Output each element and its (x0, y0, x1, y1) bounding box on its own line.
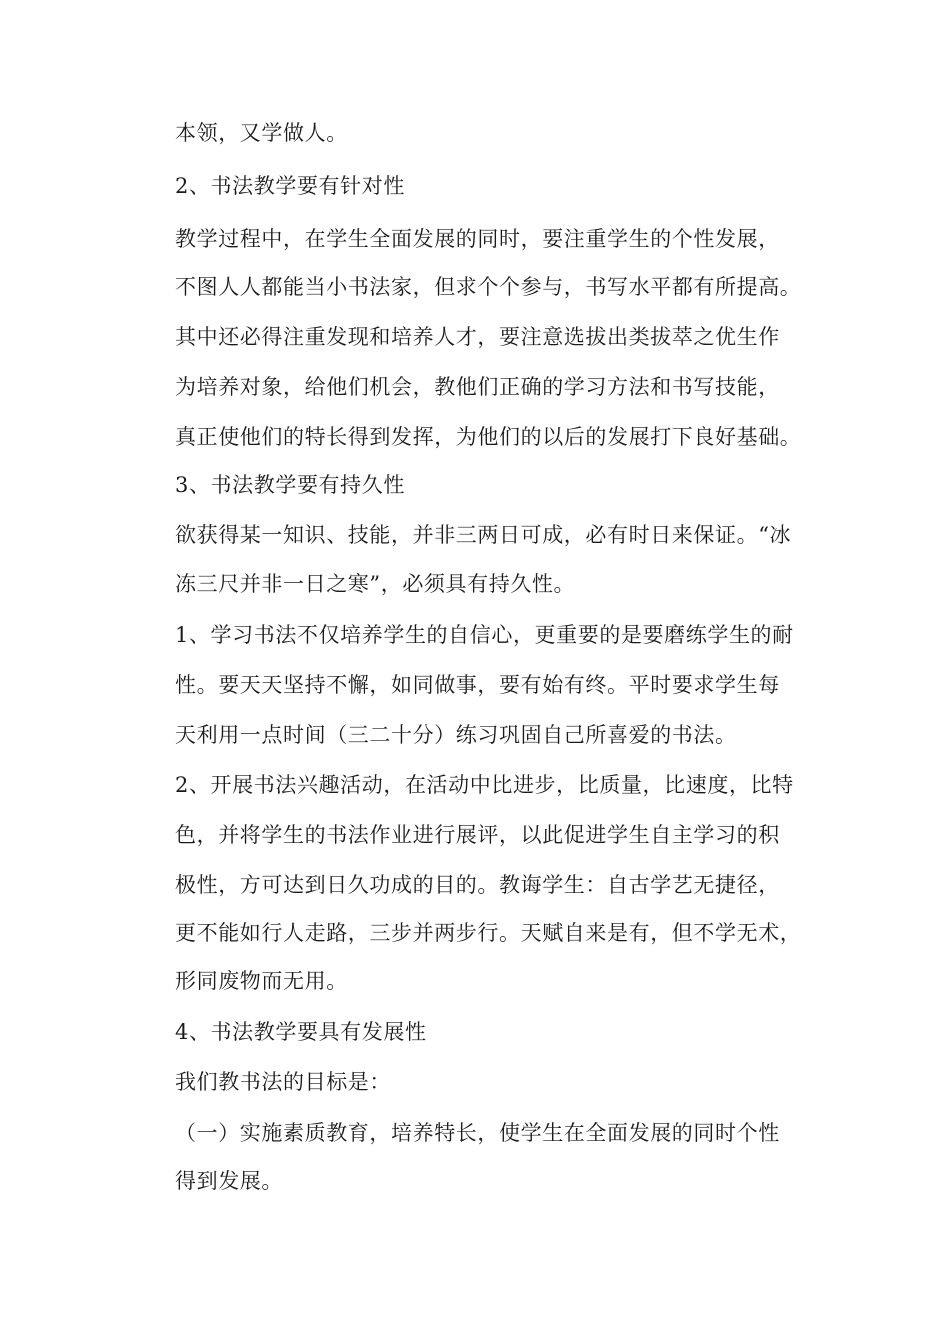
text-line: 其中还必得注重发现和培养人才，要注意选拔出类拔萃之优生作 (175, 325, 780, 349)
text-line: 真正使他们的特长得到发挥，为他们的以后的发展打下良好基础。 (175, 425, 802, 449)
section-heading: 2、书法教学要有针对性 (175, 174, 405, 198)
text-line: 更不能如行人走路，三步并两步行。天赋自来是有，但不学无术， (175, 921, 802, 945)
text-line: 我们教书法的目标是： (175, 1070, 391, 1094)
text-line: 天利用一点时间（三二十分）练习巩固自己所喜爱的书法。 (175, 723, 737, 747)
text-line: 得到发展。 (175, 1169, 283, 1193)
text-line: 欲获得某一知识、技能，并非三两日可成，必有时日来保证。“冰 (175, 523, 792, 547)
text-line: 为培养对象，给他们机会，教他们正确的学习方法和书写技能， (175, 375, 780, 399)
text-line: 形同废物而无用。 (175, 969, 348, 993)
text-line: 2、开展书法兴趣活动，在活动中比进步，比质量，比速度，比特 (175, 773, 794, 797)
text-line: 极性，方可达到日久功成的目的。教诲学生：自古学艺无捷径， (175, 873, 780, 897)
text-line: 色，并将学生的书法作业进行展评，以此促进学生自主学习的积 (175, 823, 780, 847)
text-line: 本领，又学做人。 (175, 121, 348, 145)
text-line: 1、学习书法不仅培养学生的自信心，更重要的是要磨练学生的耐 (175, 623, 794, 647)
text-line: 冻三尺并非一日之寒”，必须具有持久性。 (175, 572, 576, 596)
text-line: 性。要天天坚持不懈，如同做事，要有始有终。平时要求学生每 (175, 673, 780, 697)
text-line: 教学过程中，在学生全面发展的同时，要注重学生的个性发展， (175, 227, 780, 251)
text-line: （一）实施素质教育，培养特长，使学生在全面发展的同时个性 (175, 1121, 780, 1145)
section-heading: 4、书法教学要具有发展性 (175, 1020, 427, 1044)
text-line: 不图人人都能当小书法家，但求个个参与，书写水平都有所提高。 (175, 275, 802, 299)
section-heading: 3、书法教学要有持久性 (175, 473, 405, 497)
